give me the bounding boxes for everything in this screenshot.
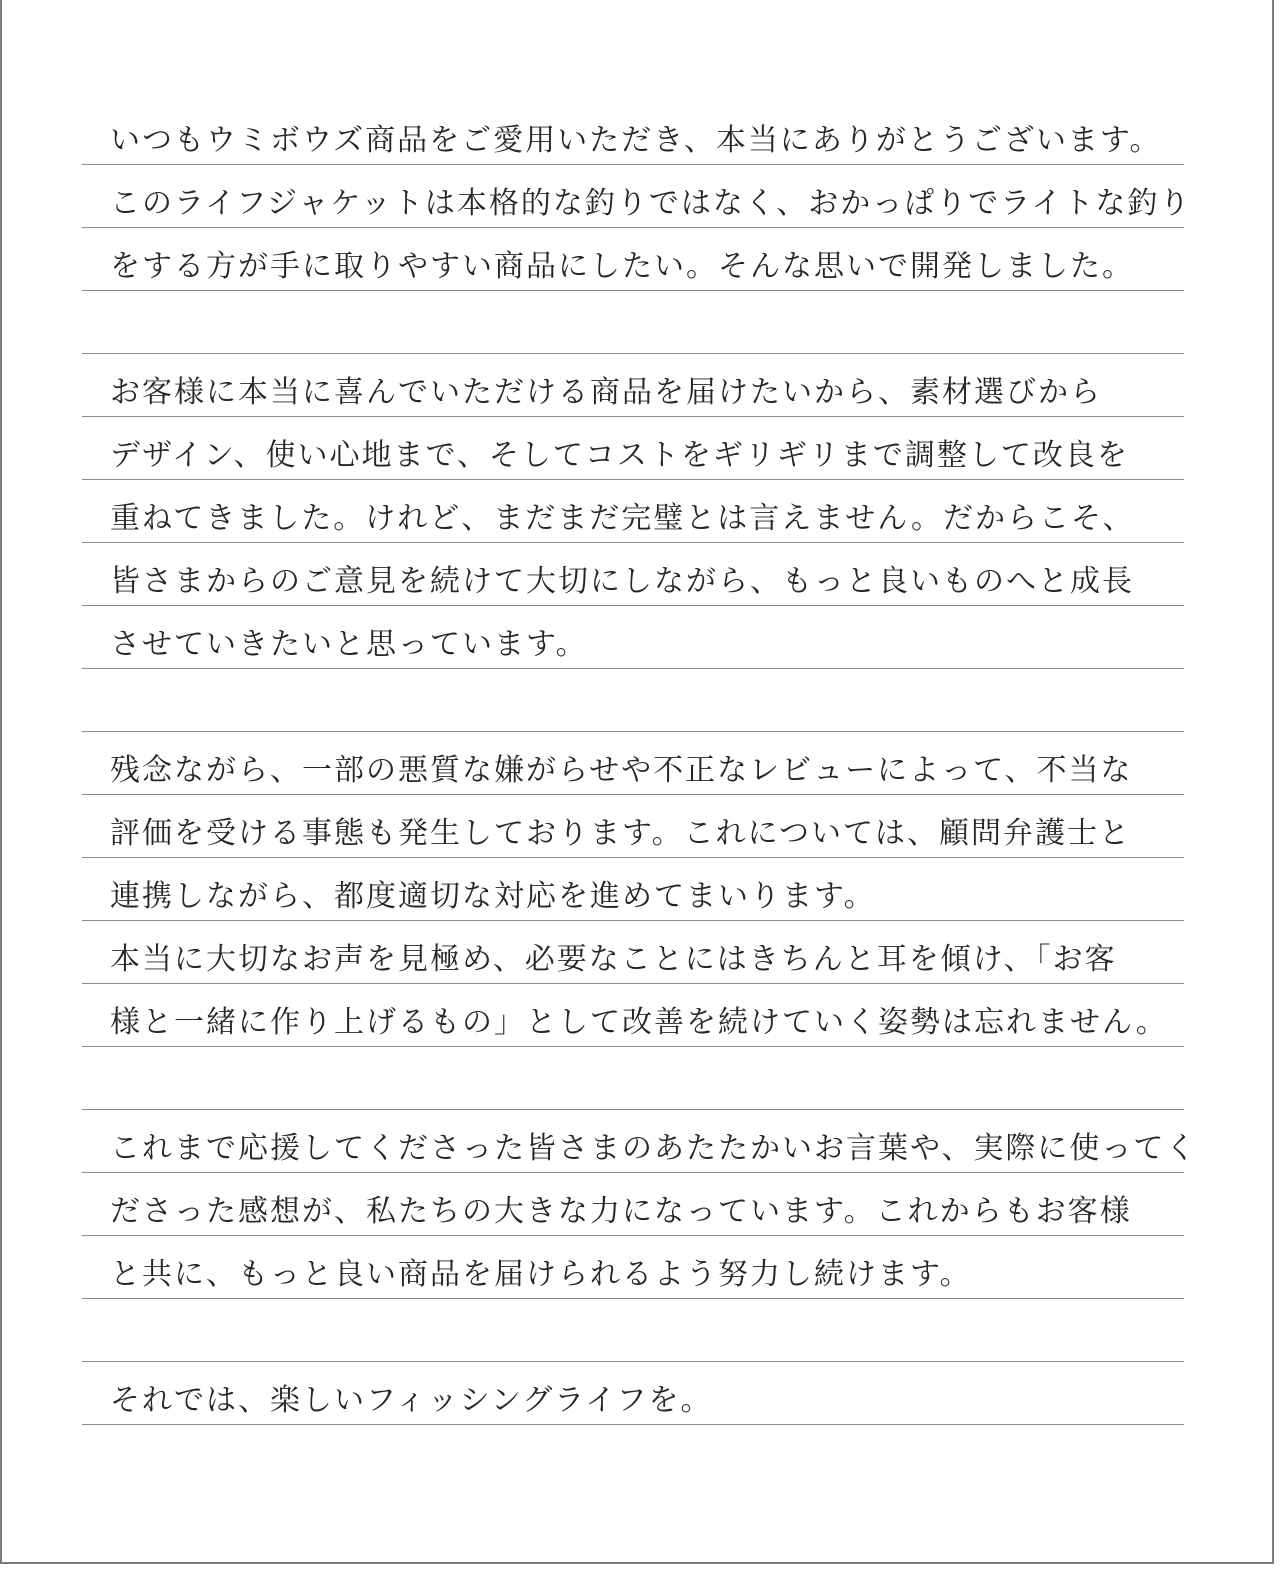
- letter-line: をする方が手に取りやすい商品にしたい。そんな思いで開発しました。: [110, 249, 1134, 284]
- ruled-line: [82, 291, 1184, 354]
- letter-line: 皆さまからのご意見を続けて大切にしながら、もっと良いものへと成長: [110, 564, 1134, 599]
- ruled-line: [82, 354, 1184, 417]
- ruled-line: [82, 1173, 1184, 1236]
- ruled-line: [82, 1110, 1198, 1173]
- letter-line: 評価を受ける事態も発生しております。これについては、顧問弁護士と: [110, 816, 1131, 851]
- ruled-line: [82, 984, 1184, 1047]
- ruled-line: [82, 1362, 1184, 1425]
- ruled-line: [82, 543, 1184, 606]
- letter-line: 残念ながら、一部の悪質な嫌がらせや不正なレビューによって、不当な: [110, 753, 1133, 788]
- ruled-line: [82, 228, 1184, 291]
- letter-line: と共に、もっと良い商品を届けられるよう努力し続けます。: [110, 1257, 972, 1292]
- letter-line: 重ねてきました。けれど、まだまだ完璧とは言えません。だからこそ、: [110, 501, 1135, 536]
- ruled-line: [82, 165, 1192, 228]
- ruled-line: [82, 1299, 1184, 1362]
- letter-line: これまで応援してくださった皆さまのあたたかいお言葉や、実際に使ってく: [110, 1131, 1198, 1166]
- ruled-line: [82, 858, 1184, 921]
- ruled-line: [82, 1047, 1184, 1110]
- ruled-line: [82, 732, 1184, 795]
- letter-line: デザイン、使い心地まで、そしてコストをギリギリまで調整して改良を: [110, 438, 1129, 473]
- letter-line: それでは、楽しいフィッシングライフを。: [110, 1383, 713, 1418]
- ruled-line: [82, 480, 1184, 543]
- ruled-line: [82, 669, 1184, 732]
- letter-line: させていきたいと思っています。: [110, 627, 588, 662]
- letter-line: 様と一緒に作り上げるもの」として改善を続けていく姿勢は忘れません。: [110, 1005, 1168, 1040]
- letter-line: このライフジャケットは本格的な釣りではなく、おかっぱりでライトな釣り: [110, 186, 1192, 221]
- ruled-line: [82, 795, 1184, 858]
- ruled-line: [82, 1236, 1184, 1299]
- ruled-line: [82, 417, 1184, 480]
- ruled-line: [82, 921, 1184, 984]
- ruled-line: [82, 606, 1184, 669]
- letter-line: 連携しながら、都度適切な対応を進めてまいります。: [110, 879, 876, 914]
- ruled-line: [82, 102, 1184, 165]
- letter-line: いつもウミボウズ商品をご愛用いただき、本当にありがとうございます。: [110, 123, 1162, 158]
- letter-line: ださった感想が、私たちの大きな力になっています。これからもお客様: [110, 1194, 1132, 1229]
- letter-line: 本当に大切なお声を見極め、必要なことにはきちんと耳を傾け、「お客: [110, 942, 1117, 977]
- letter-line: お客様に本当に喜んでいただける商品を届けたいから、素材選びから: [110, 375, 1102, 410]
